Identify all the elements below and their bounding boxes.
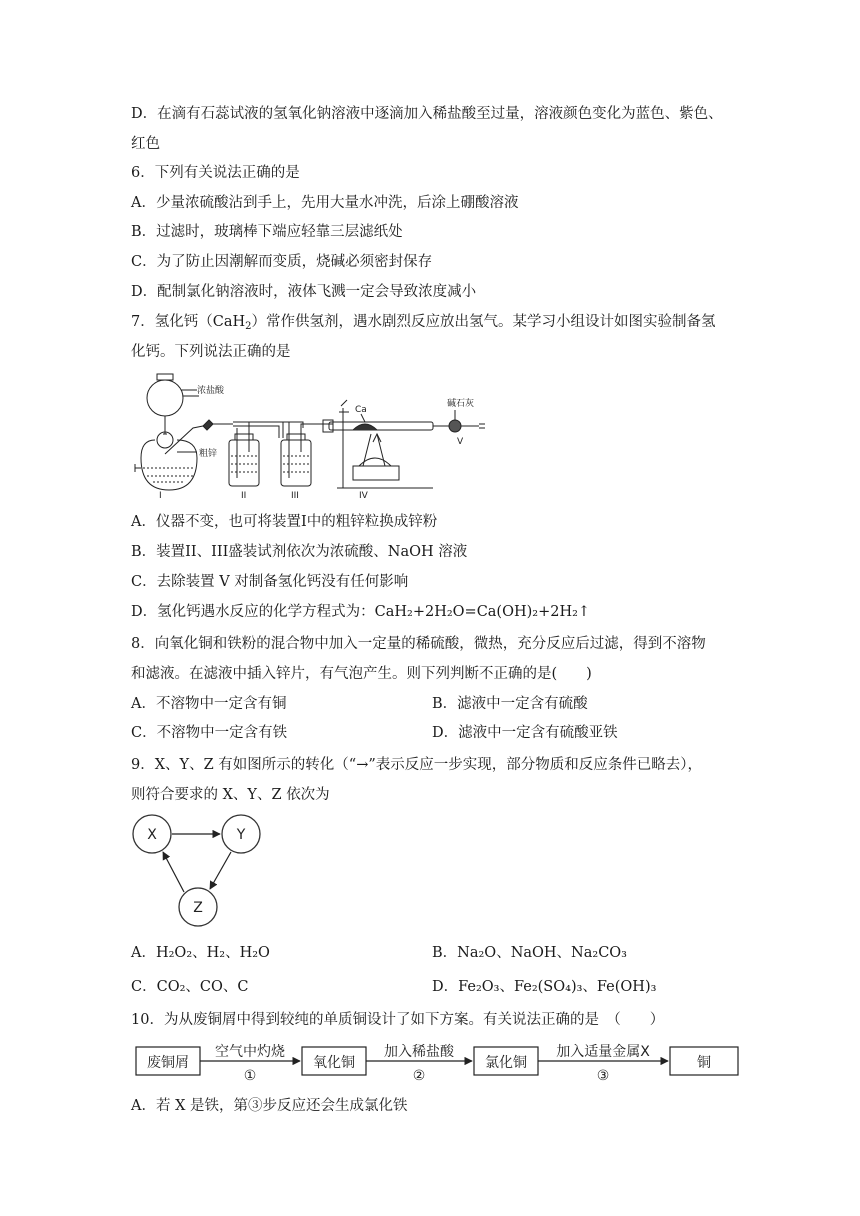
arrow-y-to-z (210, 852, 231, 889)
flow-step-2: ② (412, 1068, 426, 1084)
q9-option-d: D．Fe₂O₃、Fe₂(SO₄)₃、Fe(OH)₃ (432, 979, 657, 995)
flow-box-cuo-label: 氧化铜 (313, 1055, 355, 1071)
apparatus-III (281, 428, 311, 486)
q7-option-b: B．装置II、III盛装试剂依次为浓硫酸、NaOH 溶液 (131, 544, 468, 560)
q9-option-c: C．CO₂、CO、C (131, 979, 249, 995)
q7-option-c: C．去除装置 V 对制备氢化钙没有任何影响 (131, 574, 409, 590)
flow-arrow-2-label: 加入稀盐酸 (384, 1044, 454, 1060)
q7-stem-sub: 2 (245, 321, 252, 332)
q7-option-a: A．仪器不变，也可将装置I中的粗锌粒换成锌粉 (131, 514, 438, 530)
q6-option-c: C．为了防止因潮解而变质，烧碱必须密封保存 (131, 254, 433, 270)
num-IV: IV (359, 491, 368, 501)
copper-recovery-flowchart (134, 1038, 744, 1084)
flow-box-cu-label: 铜 (697, 1055, 711, 1071)
q8-stem-line2: 和滤液。在滤液中插入锌片，有气泡产生。则下列判断不正确的是( ) (131, 666, 592, 682)
q6-option-d: D．配制氯化钠溶液时，液体飞溅一定会导致浓度减小 (131, 284, 477, 300)
flow-step-1: ① (243, 1068, 257, 1084)
q7-stem-line1 (131, 312, 715, 332)
q7-option-d (131, 602, 590, 622)
label-acid: 浓盐酸 (197, 386, 225, 396)
q6-option-a: A．少量浓硫酸沾到手上，先用大量水冲洗，后涂上硼酸溶液 (131, 195, 519, 211)
num-II: II (241, 491, 247, 501)
flow-box-cucl2-label: 氯化铜 (485, 1055, 527, 1071)
q10-option-a: A．若 X 是铁，第③步反应还会生成氯化铁 (131, 1098, 408, 1114)
arrow-z-to-x (163, 852, 184, 892)
q9-option-b: B．Na₂O、NaOH、Na₂CO₃ (432, 945, 627, 961)
num-V: V (457, 437, 464, 447)
q7-option-d-prefix: D．氢化钙遇水反应的化学方程式为： (131, 604, 375, 620)
q7-option-d-equation: CaH₂+2H₂O=Ca(OH)₂+2H₂↑ (374, 604, 591, 620)
q5-option-d-line1: D．在滴有石蕊试液的氢氧化钠溶液中逐滴加入稀盐酸至过量，溶液颜色变化为蓝色、紫色、 (131, 106, 723, 122)
apparatus-V (433, 420, 485, 432)
num-III: III (291, 491, 299, 501)
q8-option-c: C．不溶物中一定含有铁 (131, 725, 288, 741)
q9-stem-line2: 则符合要求的 X、Y、Z 依次为 (131, 787, 330, 803)
flow-step-3: ③ (596, 1068, 610, 1084)
q10-stem: 10．为从废铜屑中得到较纯的单质铜设计了如下方案。有关说法正确的是 （ ） (131, 1012, 665, 1028)
apparatus-II (229, 428, 259, 486)
label-lime: 碱石灰 (447, 399, 475, 409)
q9-stem-line1: 9．X、Y、Z 有如图所示的转化（“→”表示反应一步实现，部分物质和反应条件已略去）， (131, 757, 703, 773)
xyz-conversion-diagram (130, 812, 280, 930)
num-I: I (159, 491, 162, 501)
flow-arrow-3-label: 加入适量金属X (556, 1044, 650, 1060)
q6-option-b: B．过滤时，玻璃棒下端应轻靠三层滤纸处 (131, 224, 403, 240)
label-ca: Ca (355, 405, 367, 415)
flow-box-scrap-label: 废铜屑 (147, 1055, 189, 1071)
label-zinc: 粗锌 (199, 449, 218, 459)
q8-option-b: B．滤液中一定含有硫酸 (432, 696, 588, 712)
q8-option-d: D．滤液中一定含有硫酸亚铁 (432, 725, 618, 741)
q9-option-a: A．H₂O₂、H₂、H₂O (131, 945, 270, 961)
q7-stem-line2: 化钙。下列说法正确的是 (131, 344, 291, 360)
q7-stem-part1: 7．氢化钙（CaH (131, 314, 246, 330)
node-y-label: Y (236, 827, 246, 843)
q6-stem: 6．下列有关说法正确的是 (131, 165, 300, 181)
q8-option-a: A．不溶物中一定含有铜 (131, 696, 287, 712)
q5-option-d-line2: 红色 (131, 136, 160, 152)
flow-arrow-1-label: 空气中灼烧 (215, 1044, 285, 1060)
q7-stem-part2: ）常作供氢剂，遇水剧烈反应放出氢气。某学习小组设计如图实验制备氢 (251, 314, 716, 330)
apparatus-IV (323, 400, 433, 488)
hydride-apparatus-figure (133, 368, 498, 503)
q8-stem-line1: 8．向氧化铜和铁粉的混合物中加入一定量的稀硫酸，微热，充分反应后过滤，得到不溶物 (131, 636, 706, 652)
node-x-label: X (147, 827, 157, 843)
node-z-label: Z (193, 900, 203, 916)
